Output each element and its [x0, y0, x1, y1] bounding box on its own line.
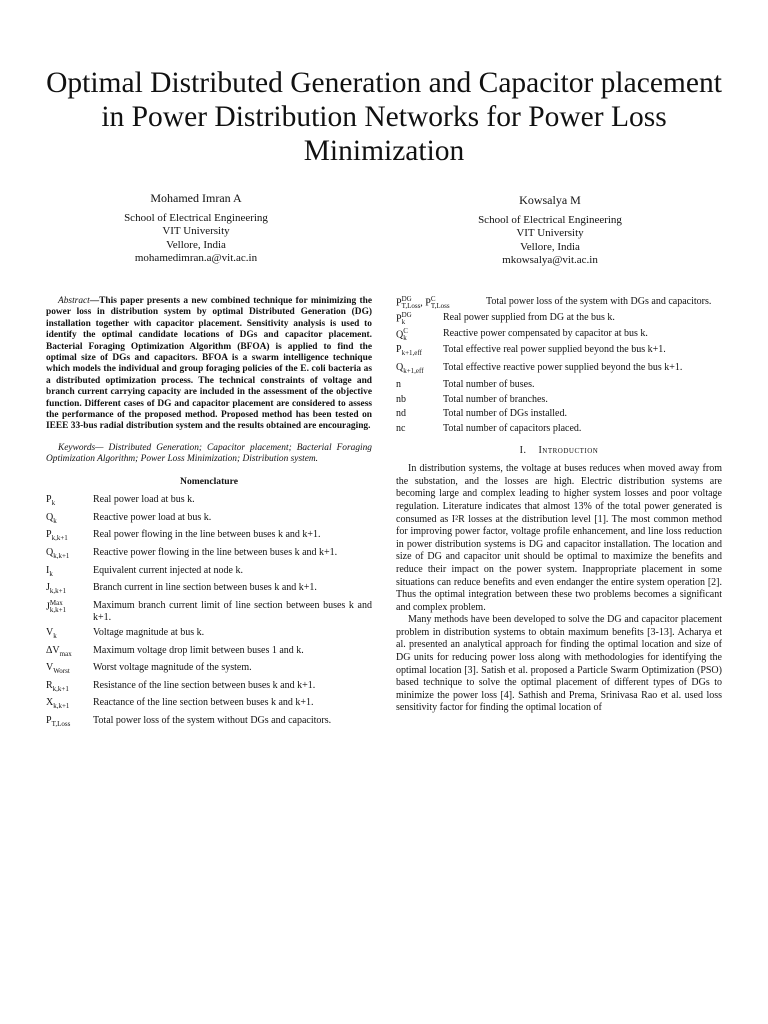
- nomenclature-symbol: $Q_{k+1,eff}$: [396, 361, 424, 375]
- nomenclature-symbol: $Q_{k,k+1}$: [46, 547, 70, 561]
- author-univ: VIT University: [516, 227, 584, 239]
- nomenclature-row: [46, 529, 372, 545]
- nomenclature-symbol: P DG T,Loss , P C T,Loss: [396, 295, 450, 310]
- abstract-label: Abstract: [58, 296, 90, 306]
- nomenclature-symbol: nb: [396, 393, 406, 405]
- nomenclature-symbol: $V_{Worst}$: [46, 662, 70, 676]
- nomenclature-definition: Total power loss of the system with DGs and capacitors.: [486, 296, 712, 307]
- nomenclature-symbol: $X_{k,k+1}$: [46, 697, 70, 711]
- author-email: mohamedimran.a@vit.ac.in: [134, 252, 258, 264]
- intro-paragraph-1: In distribution systems, the voltage at buses reduces when moved away from the substation, and the losses are high. Electric distribution systems are becoming large and complex leading to higher system losses and poor voltage regulation. Literature indicates that almost 13% of the total power generated is consumed as I²R losses at the distribution level [1]. The most common method for improving power factor, voltage profile enhancement, and line loss reduction in power distribution systems is DG and capacitor installation. The location and size of DG and capacitor unit should be optimal to maximize the benefits and reduce their impact on the power system. Inappropriate placement in some situations can reduce benefits and even endanger the entire system operation [2]. Thus the optimal integration between these two problems becomes a significant and complex problem.: [396, 463, 722, 613]
- author-univ: VIT University: [162, 225, 230, 237]
- nomenclature-symbol: $P_{k+1,eff}$: [396, 344, 422, 357]
- nomenclature-row: [396, 408, 722, 421]
- author-name: Mohamed Imran A: [150, 191, 242, 205]
- nomenclature-row: [396, 394, 722, 407]
- left-column: [46, 296, 372, 733]
- author-city: Vellore, India: [166, 238, 226, 251]
- author-name: Kowsalya M: [519, 193, 581, 207]
- nomenclature-definition: Total number of capacitors placed.: [443, 422, 582, 434]
- nomenclature-row: [396, 296, 722, 310]
- nomenclature-row: [46, 627, 372, 643]
- nomenclature-definition: Real power load at bus k.: [93, 494, 195, 506]
- nomenclature-symbol: Q C k: [396, 327, 408, 342]
- nomenclature-symbol: $\Delta V_{max}$: [46, 644, 72, 658]
- author-email: mkowsalya@vit.ac.in: [502, 254, 598, 266]
- abstract: [46, 296, 372, 433]
- nomenclature-list-continued: [396, 296, 722, 436]
- nomenclature-definition: Reactive power compensated by capacitor at bus k.: [443, 328, 648, 339]
- nomenclature-row: [46, 547, 372, 563]
- nomenclature-row: [46, 715, 372, 731]
- nomenclature-definition: Reactive power load at bus k.: [93, 511, 212, 523]
- nomenclature-definition: Total effective reactive power supplied beyond the bus k+1.: [443, 361, 683, 373]
- nomenclature-definition: Worst voltage magnitude of the system.: [93, 662, 252, 674]
- nomenclature-definition: Equivalent current injected at node k.: [93, 564, 243, 576]
- nomenclature-definition: Real power flowing in the line between buses k and k+1.: [93, 529, 321, 541]
- nomenclature-row: [46, 512, 372, 528]
- nomenclature-symbol: $Q_k$: [46, 511, 57, 525]
- nomenclature-symbol: $J_{k,k+1}$: [46, 582, 67, 596]
- nomenclature-symbol: nc: [396, 422, 406, 434]
- nomenclature-row: [46, 662, 372, 678]
- nomenclature-symbol: $P_k$: [46, 494, 56, 508]
- section-title: Introduction: [538, 444, 599, 456]
- nomenclature-row: [46, 494, 372, 510]
- section-number: I.: [519, 444, 527, 456]
- nomenclature-row: [46, 680, 372, 696]
- nomenclature-definition: Voltage magnitude at bus k.: [93, 627, 205, 639]
- nomenclature-row: [46, 600, 372, 625]
- nomenclature-row: [396, 423, 722, 436]
- nomenclature-row: [46, 645, 372, 661]
- nomenclature-definition: Total number of DGs installed.: [443, 408, 567, 420]
- paper-title: Optimal Distributed Generation and Capacitor placement in Power Distribution Networks for Power Loss Minimization: [46, 67, 722, 167]
- nomenclature-row: [396, 312, 722, 326]
- nomenclature-definition: Maximum branch current limit of line section between buses k and k+1.: [93, 599, 372, 624]
- nomenclature-symbol: P DG k: [396, 311, 412, 326]
- author-2: [450, 194, 650, 268]
- nomenclature-symbol: $I_k$: [46, 564, 53, 578]
- nomenclature-definition: Maximum voltage drop limit between buses 1 and k.: [93, 644, 304, 656]
- nomenclature-definition: Reactive power flowing in the line between buses k and k+1.: [93, 547, 338, 559]
- nomenclature-title: Nomenclature: [180, 475, 238, 487]
- nomenclature-definition: Total effective real power supplied beyond the bus k+1.: [443, 344, 666, 355]
- nomenclature-row: [46, 697, 372, 713]
- nomenclature-row: [46, 582, 372, 598]
- nomenclature-symbol: $V_k$: [46, 627, 57, 641]
- nomenclature-definition: Reactance of the line section between buses k and k+1.: [93, 697, 314, 709]
- nomenclature-definition: Total number of buses.: [443, 379, 535, 391]
- section-heading: [396, 445, 722, 458]
- nomenclature-definition: Resistance of the line section between buses k and k+1.: [93, 679, 316, 691]
- right-column: [396, 296, 722, 715]
- nomenclature-row: [396, 379, 722, 392]
- nomenclature-definition: Total power loss of the system without DGs and capacitors.: [93, 715, 332, 726]
- nomenclature-row: [396, 328, 722, 342]
- nomenclature-symbol: $P_{T,Loss}$: [46, 715, 71, 728]
- nomenclature-row: [46, 565, 372, 581]
- keywords: Keywords— Distributed Generation; Capacitor placement; Bacterial Foraging Optimization Algorithm; Power Loss Minimization; Distribution system.: [46, 442, 372, 465]
- nomenclature-row: [396, 362, 722, 378]
- nomenclature-symbol: $P_{k,k+1}$: [46, 529, 68, 543]
- nomenclature-symbol: J Max k,k+1: [46, 598, 67, 614]
- abstract-text: —This paper presents a new combined technique for minimizing the power loss in distribution system by optimal Distributed Generation (DG) installation together with capacitor placement. Sensitivity analysis is used to identify the optimal candidate locations of DGs and capacitor placement. Bacterial Foraging Optimization Algorithm (BFOA) is applied to find the optimal size of DGs and capacitors. BFOA is a swarm intelligence technique which models the individual and group foraging policies of the E. coli bacteria as a distributed optimization process. The technical constraints of voltage and branch current carrying capacity are included in the assessment of the objective function. Different cases of DG and capacitor placement are considered to assess the performance of the proposed method. Proposed method has been tested on IEEE 33-bus radial distribution system and the results obtained are encouraging.: [46, 296, 372, 432]
- nomenclature-definition: Total number of branches.: [443, 393, 548, 405]
- nomenclature-row: [396, 344, 722, 360]
- nomenclature-list: [46, 494, 372, 730]
- author-dept: School of Electrical Engineering: [478, 213, 622, 226]
- nomenclature-symbol: $R_{k,k+1}$: [46, 679, 69, 693]
- nomenclature-symbol: n: [396, 379, 401, 391]
- nomenclature-symbol: nd: [396, 408, 406, 420]
- author-1: [96, 192, 296, 266]
- author-dept: School of Electrical Engineering: [124, 211, 268, 224]
- nomenclature-definition: Real power supplied from DG at the bus k.: [443, 312, 615, 323]
- intro-paragraph-2: Many methods have been developed to solve the DG and capacitor placement problem in distribution systems to obtain maximum benefits [3-13]. Acharya et al. presented an analytical approach for finding the optimal location and size of DG units for reducing power loss along with methodologies for identifying the optimal location [3]. Satish et al. proposed a Particle Swarm Optimization (PSO) based technique to solve the optimal placement of different types of DGs to minimize the power loss [4]. Sathish and Prema, Srinivasa Rao et al. used loss sensitivity factor for finding the optimal location of: [396, 614, 722, 714]
- author-city: Vellore, India: [520, 240, 580, 253]
- nomenclature-definition: Branch current in line section between buses k and k+1.: [93, 582, 317, 594]
